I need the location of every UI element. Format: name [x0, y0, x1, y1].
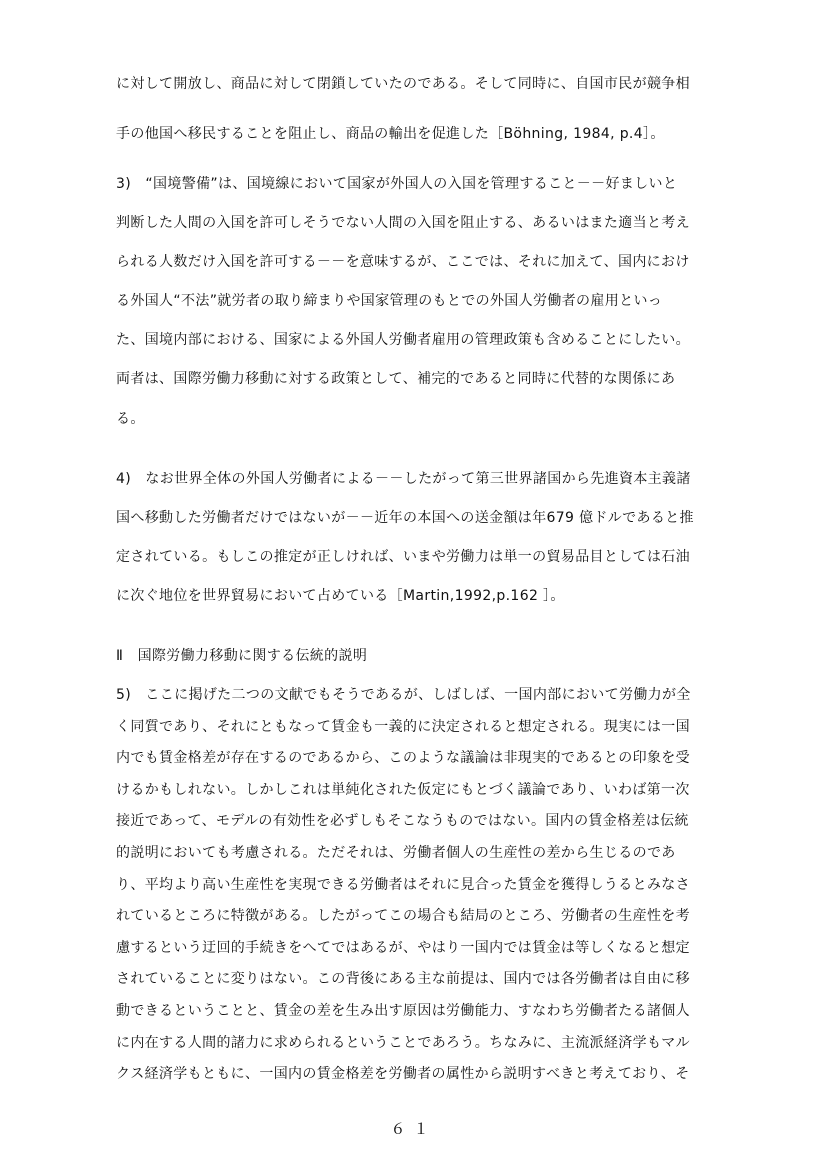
footnote-5-line-6: 的説明においても考慮される。ただそれは、労働者個人の生産性の差から生じるのであ	[116, 845, 676, 861]
footnote-3-line-5: た、国境内部における、国家による外国人労働者雇用の管理政策も含めることにしたい。	[116, 332, 690, 348]
text-line-1: に対して開放し、商品に対して閉鎖していたのである。そして同時に、自国市民が競争相	[116, 76, 690, 92]
footnote-3-line-2: 判断した人間の入国を許可しそうでない人間の入国を阻止する、あるいはまた適当と考え	[116, 215, 690, 231]
footnote-4-line-1: 4) なお世界全体の外国人労働者による－－したがって第三世界諸国から先進資本主義諸	[116, 471, 691, 487]
footnote-5-line-8: れているところに特徴がある。したがってこの場合も結局のところ、労働者の生産性を考	[116, 908, 690, 925]
footnote-3-line-3: られる人数だけ入国を許可する－－を意味するが、ここでは、それに加えて、国内におけ	[116, 254, 690, 270]
footnote-5-line-9: 慮するという迂回的手続きをへてではあるが、やはり一国内では賃金は等しくなると想定	[116, 939, 690, 956]
section-heading: Ⅱ 国際労働力移動に関する伝統的説明	[116, 648, 368, 664]
footnote-4-line-2: 国へ移動した労働者だけではないが－－近年の本国への送金額は年679 億ドルであると推	[116, 510, 694, 526]
footnote-5-line-2: く同質であり、それにともなって賃金も一義的に決定されると想定される。現実には一国	[116, 718, 690, 735]
footnote-5-line-3: 内でも賃金格差が存在するのであるから、このような議論は非現実的であるとの印象を受	[116, 750, 690, 767]
footnote-5-line-13: クス経済学もともに、一国内の賃金格差を労働者の属性から説明すべきと考えており、そ	[116, 1066, 690, 1083]
footnote-5-line-11: 動できるということと、賃金の差を生み出す原因は労働能力、すなわち労働者たる諸個人	[116, 1003, 690, 1019]
footnote-3-line-7: る。	[116, 411, 145, 427]
footnote-5-line-4: けるかもしれない。しかしこれは単純化された仮定にもとづく議論であり、いわば第一次	[116, 781, 690, 798]
footnote-4-line-3: 定されている。もしこの推定が正しければ、いまや労働力は単一の貿易品目としては石油	[116, 549, 690, 565]
page-number: ６１	[390, 1120, 437, 1138]
footnote-5-line-7: り、平均より高い生産性を実現できる労働者はそれに見合った賃金を獲得しうるとみなさ	[116, 876, 690, 893]
footnote-3-line-6: 両者は、国際労働力移動に対する政策として、補完的であると同時に代替的な関係にあ	[116, 371, 676, 387]
footnote-5-line-5: 接近であって、モデルの有効性を必ずしもそこなうものではない。国内の賃金格差は伝統	[116, 813, 689, 830]
footnote-4-line-4: に次ぐ地位を世界貿易において占めている［Martin,1992,p.162 ］。	[116, 588, 565, 604]
footnote-3-line-1: 3) “国境警備”は、国境線において国家が外国人の入国を管理すること－－好ましいと	[116, 176, 678, 192]
footnote-3-line-4: る外国人“不法”就労者の取り締まりや国家管理のもとでの外国人労働者の雇用といっ	[116, 293, 663, 309]
text-line-2: 手の他国へ移民することを阻止し、商品の輸出を促進した［Böhning, 1984, p.4］。	[116, 126, 665, 142]
footnote-5-line-12: に内在する人間的諸力に求められるということであろう。ちなみに、主流派経済学もマル	[116, 1034, 690, 1051]
footnote-5-line-10: されていることに変りはない。この背後にある主な前提は、国内では各労働者は自由に移	[116, 971, 690, 988]
footnote-5-line-1: 5) ここに掲げた二つの文献でもそうであるが、しばしば、一国内部において労働力が全	[116, 687, 691, 703]
